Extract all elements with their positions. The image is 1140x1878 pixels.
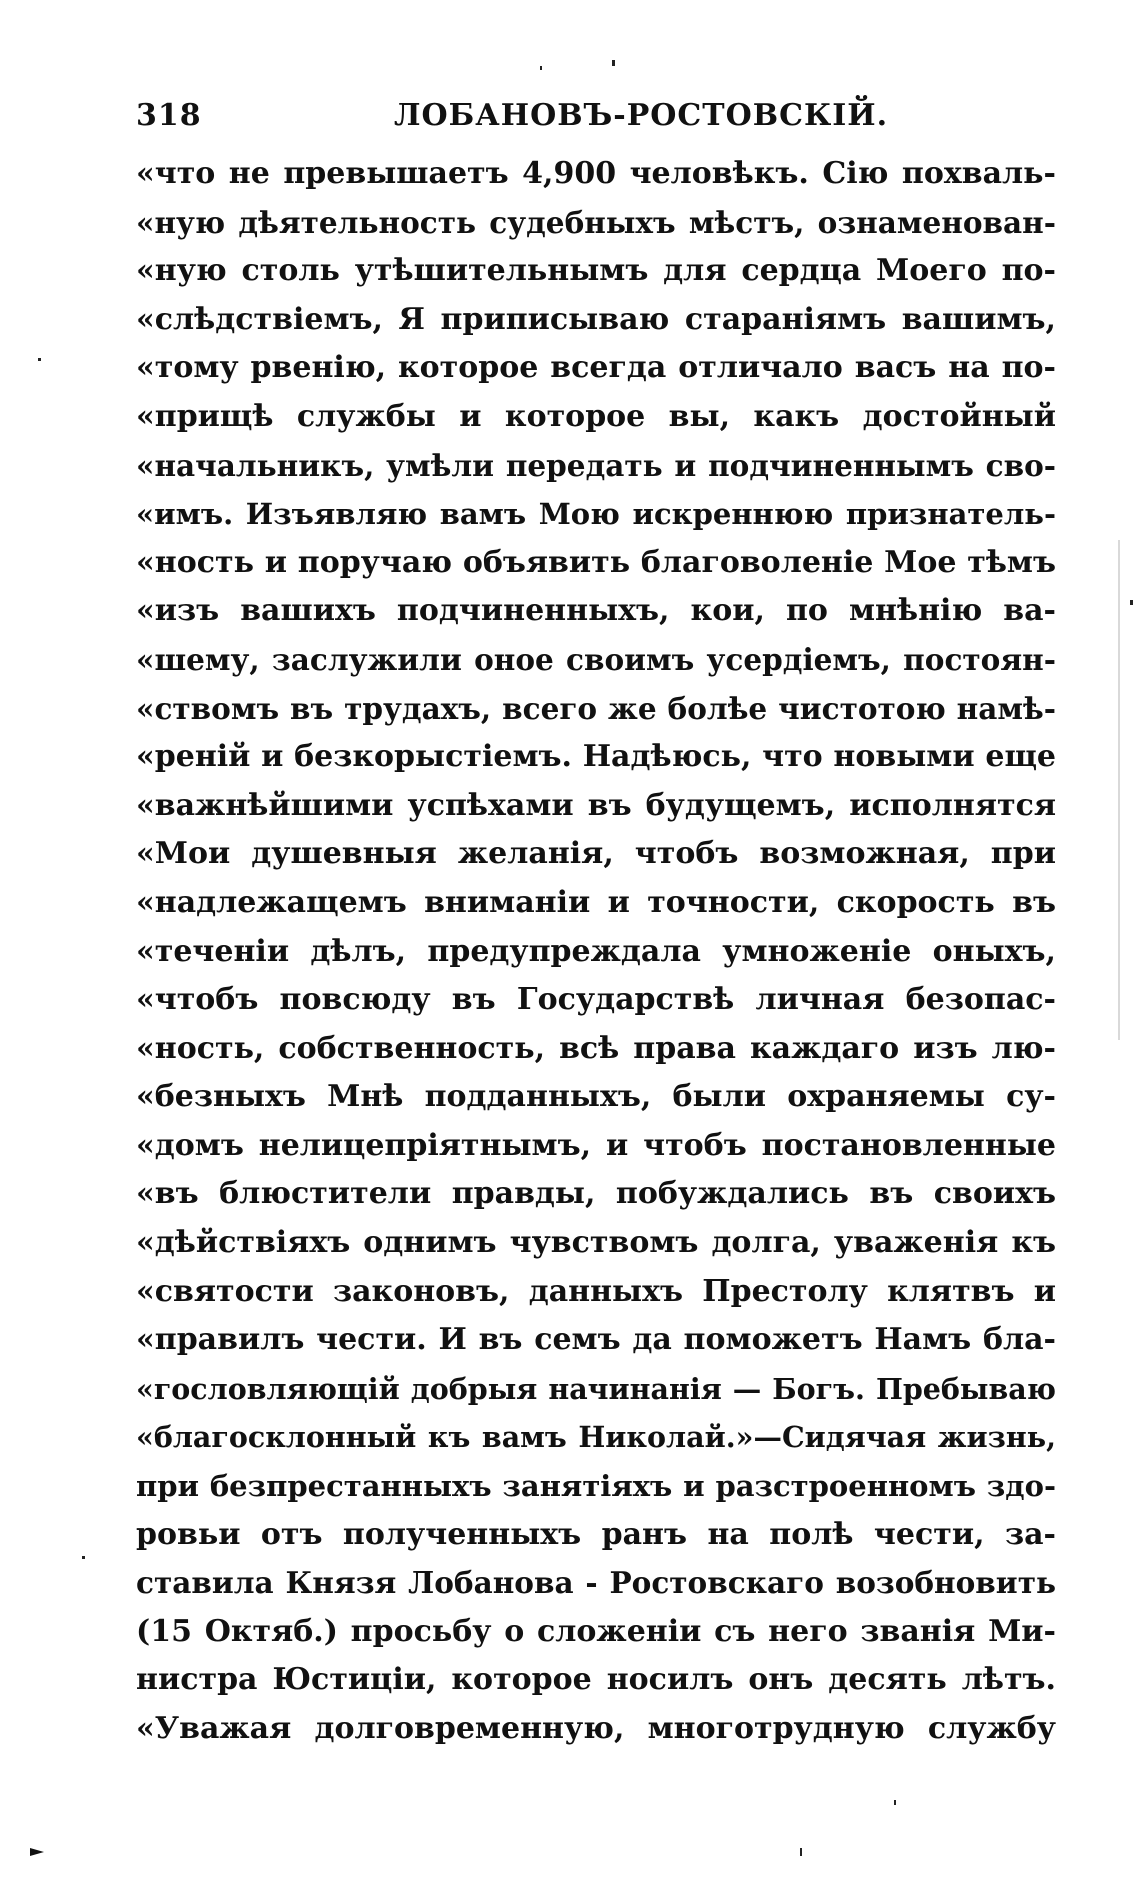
text-line: «ную дѣятельность судебныхъ мѣстъ, ознаменован- <box>136 204 1056 240</box>
text-line: ставила Князя Лобанова - Ростовскаго возобновить <box>136 1565 1056 1601</box>
text-line: «ность, собственность, всѣ права каждаго изъ лю- <box>136 1030 1056 1066</box>
scan-margin-line <box>1118 540 1120 1040</box>
text-line: «ствомъ въ трудахъ, всего же болѣе чистотою намѣ- <box>136 690 1056 726</box>
text-line: «слѣдствіемъ, Я приписываю стараніямъ вашимъ, <box>136 301 1056 337</box>
text-line: «изъ вашихъ подчиненныхъ, кои, по мнѣнію ва- <box>136 593 1056 629</box>
text-line: при безпрестанныхъ занятіяхъ и разстроенномъ здо- <box>136 1469 1056 1504</box>
text-line: «тому рвенію, которое всегда отличало васъ на по- <box>136 350 1056 386</box>
text-line: «прищѣ службы и которое вы, какъ достойный <box>136 398 1056 434</box>
scan-speck <box>612 60 615 66</box>
page-header <box>136 88 1056 144</box>
text-line: «безныхъ Мнѣ подданныхъ, были охраняемы су- <box>136 1079 1056 1115</box>
text-line: «начальникъ, умѣли передать и подчиненнымъ сво- <box>136 447 1056 483</box>
text-line: «Мои душевныя желанія, чтобъ возможная, при <box>136 836 1056 872</box>
scan-mark-icon <box>30 1848 44 1856</box>
text-line: «реній и безкорыстіемъ. Надѣюсь, что новыми еще <box>136 739 1056 775</box>
scan-speck <box>894 1800 896 1805</box>
text-line: «святости законовъ, данныхъ Престолу клятвъ и <box>136 1273 1056 1309</box>
text-line: «Уважая долговременную, многотрудную службу <box>136 1711 1056 1746</box>
text-line: «благосклонный къ вамъ Николай.»—Сидячая жизнь, <box>136 1420 1056 1455</box>
scan-speck <box>800 1848 802 1856</box>
text-line: «ность и поручаю объявить благоволеніе Мое тѣмъ <box>136 544 1056 580</box>
text-line: нистра Юстиціи, которое носилъ онъ десять лѣтъ. <box>136 1662 1056 1698</box>
running-head: ЛОБАНОВЪ-РОСТОВСКІЙ. <box>394 98 889 133</box>
text-line: «гословляющій добрыя начинанія — Богъ. Пребываю <box>136 1371 1056 1406</box>
scan-speck <box>1130 600 1133 605</box>
text-line: «чтобъ повсюду въ Государствѣ личная безопас- <box>136 982 1056 1018</box>
text-line: «что не превышаетъ 4,900 человѣкъ. Сію похваль- <box>136 156 1056 191</box>
text-line: «шему, заслужили оное своимъ усердіемъ, постоян- <box>136 641 1056 677</box>
text-line: «имъ. Изъявляю вамъ Мою искреннюю признатель- <box>136 497 1056 532</box>
text-line: ровьи отъ полученныхъ ранъ на полѣ чести, за- <box>136 1516 1056 1552</box>
scan-speck <box>38 358 41 361</box>
text-line: «дѣйствіяхъ однимъ чувствомъ долга, уваженія къ <box>136 1225 1056 1261</box>
text-line: «правилъ чести. И въ семъ да поможетъ Намъ бла- <box>136 1322 1056 1358</box>
text-line: «важнѣйшими успѣхами въ будущемъ, исполнятся <box>136 787 1056 823</box>
text-line: «надлежащемъ вниманіи и точности, скорость въ <box>136 884 1056 920</box>
text-line: «ную столь утѣшительнымъ для сердца Моего по- <box>136 253 1056 289</box>
text-line: «домъ нелицепріятнымъ, и чтобъ постановленные <box>136 1127 1056 1163</box>
text-line: «теченіи дѣлъ, предупреждала умноженіе оныхъ, <box>136 933 1056 969</box>
page-number: 318 <box>136 98 202 133</box>
scan-speck <box>82 1556 85 1559</box>
scan-speck <box>540 66 542 70</box>
body-text <box>136 150 1056 1754</box>
text-line: «въ блюстители правды, побуждались въ своихъ <box>136 1176 1056 1212</box>
text-line: (15 Октяб.) просьбу о сложеніи съ него званія Ми- <box>136 1613 1056 1649</box>
